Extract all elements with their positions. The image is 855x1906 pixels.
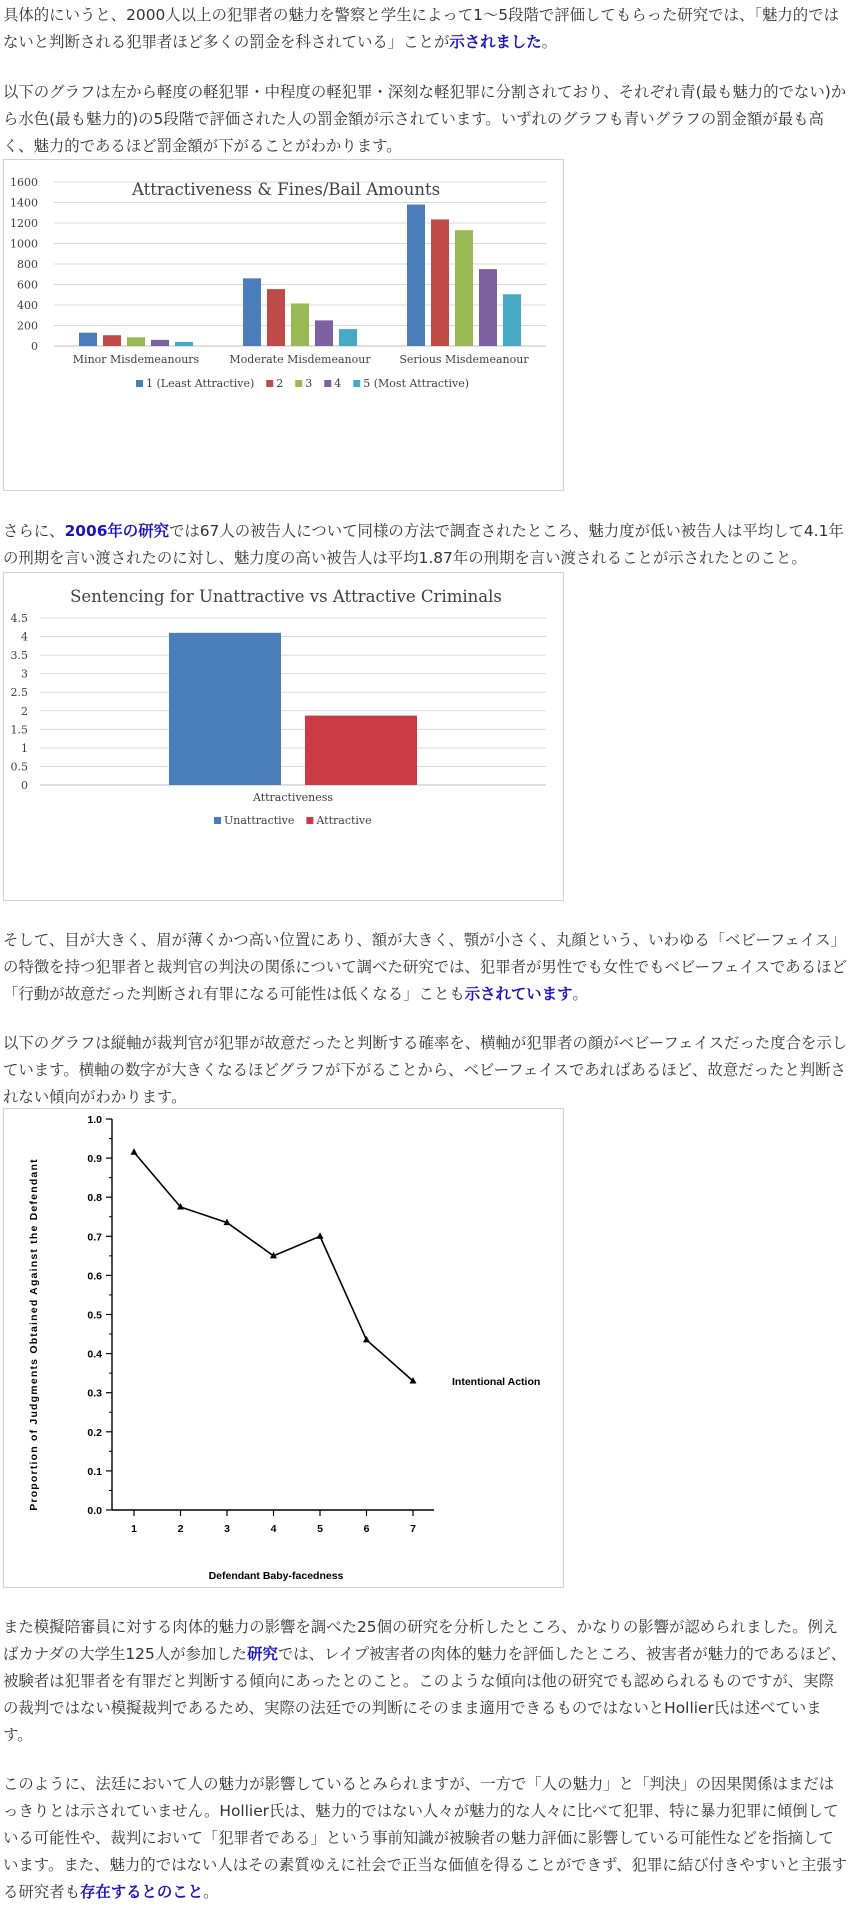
- x-axis-label: Defendant Baby-facedness: [208, 1570, 344, 1582]
- x-tick-label: 7: [410, 1523, 416, 1535]
- bar-2-2: [267, 289, 285, 346]
- data-point: [317, 1232, 324, 1239]
- bar-3-5: [503, 294, 521, 346]
- data-point: [363, 1336, 370, 1343]
- paragraph-6: [3, 1614, 848, 1749]
- paragraph-4-text-end: 。: [572, 985, 588, 1003]
- legend-swatch: [353, 380, 360, 387]
- y-tick-label: 0: [31, 340, 38, 353]
- y-tick-label: 1: [21, 741, 28, 755]
- bar-1-3: [127, 337, 145, 346]
- y-tick-label: 0.5: [10, 760, 28, 774]
- paragraph-1: [3, 2, 848, 56]
- y-tick-label: 600: [17, 278, 38, 292]
- x-tick-label: 1: [131, 1523, 137, 1535]
- x-tick-label: 4: [270, 1523, 277, 1535]
- y-tick-label: 2: [21, 704, 28, 718]
- bar-3-2: [431, 219, 449, 346]
- figure-fines-chart: [3, 159, 564, 491]
- chart-title: Sentencing for Unattractive vs Attractive Criminals: [70, 587, 502, 606]
- link-exists[interactable]: 存在するとのこと: [79, 1883, 204, 1901]
- legend-label: Attractive: [316, 814, 372, 827]
- y-tick-label: 2.5: [10, 686, 28, 700]
- y-tick-label: 0.6: [87, 1270, 102, 1283]
- paragraph-5: [3, 1030, 848, 1111]
- legend-label: 4: [334, 377, 342, 390]
- x-tick-label: 2: [177, 1523, 184, 1535]
- link-shown[interactable]: 示されました: [449, 33, 542, 51]
- legend-label: 5 (Most Attractive): [363, 377, 470, 390]
- paragraph-4: [3, 927, 848, 1008]
- legend-swatch: [266, 380, 273, 387]
- data-point: [131, 1148, 138, 1155]
- y-tick-label: 0.0: [87, 1505, 102, 1517]
- x-tick-label: 3: [224, 1523, 230, 1535]
- bar-2-3: [291, 303, 309, 346]
- legend-swatch: [324, 380, 331, 387]
- paragraph-6-text: また模擬陪審員に対する肉体的魅力の影響を調べた25個の研究を分析したところ、かなりの影響が認められました。例えばカナダの大学生125人が参加した: [3, 1618, 839, 1663]
- legend-label: Unattractive: [224, 814, 295, 827]
- y-tick-label: 0: [21, 779, 28, 792]
- paragraph-6-text-end: では、レイプ被害者の肉体的魅力を評価したところ、被害者が魅力的であるほど、被験者は犯罪者を有罪だと判断する傾向にあったとのこと。このような傾向は他の研究でも認められるものですが、実際の裁判ではない模擬裁判であるため、実際の法廷での判断にそのまま適用できるものではないとHollier氏は述べています。: [3, 1645, 847, 1744]
- y-tick-label: 3.5: [10, 649, 28, 663]
- paragraph-2: [3, 79, 848, 160]
- y-tick-label: 1600: [10, 176, 38, 189]
- y-tick-label: 3: [21, 667, 28, 681]
- legend-label: 3: [305, 377, 313, 390]
- bar-2-4: [315, 320, 333, 346]
- paragraph-2-text: 以下のグラフは左から軽度の軽犯罪・中程度の軽犯罪・深刻な軽犯罪に分割されており、それぞれ青(最も魅力的でない)から水色(最も魅力的)の5段階で評価された人の罰金額が示されています。いずれのグラフも青いグラフの罰金額が最も高く、魅力的であるほど罰金額が下がることがわかります。: [3, 83, 847, 155]
- x-category-label: Moderate Misdemeanour: [229, 353, 371, 366]
- babyface-line-chart: [4, 1109, 565, 1589]
- bar-1-1: [79, 333, 97, 346]
- link-2006-study[interactable]: 2006年の研究: [64, 522, 169, 540]
- y-tick-label: 1200: [10, 217, 38, 230]
- link-shown-2[interactable]: 示されています: [464, 985, 573, 1003]
- bar-2-5: [339, 329, 357, 346]
- paragraph-1-text-end: 。: [541, 33, 558, 51]
- bar-1-1: [169, 633, 281, 785]
- y-tick-label: 400: [17, 299, 38, 312]
- series-line: [134, 1152, 413, 1381]
- chart-title: Attractiveness & Fines/Bail Amounts: [131, 180, 441, 199]
- legend-swatch: [295, 380, 302, 387]
- y-tick-label: 0.4: [87, 1348, 102, 1361]
- y-tick-label: 200: [17, 319, 38, 333]
- sentencing-bar-chart: [4, 573, 565, 902]
- y-tick-label: 800: [17, 258, 38, 271]
- legend-label: 1 (Least Attractive): [146, 377, 255, 390]
- legend-swatch: [306, 817, 313, 824]
- bar-1-5: [175, 342, 193, 346]
- paragraph-3-text: さらに、: [3, 522, 65, 540]
- y-tick-label: 1400: [10, 196, 38, 210]
- paragraph-5-text: 以下のグラフは縦軸が裁判官が犯罪が故意だったと判断する確率を、横軸が犯罪者の顔がベビーフェイスだった度合を示しています。横軸の数字が大きくなるほどグラフが下がることから、ベビーフェイスであればあるほど、故意だったと判断されない傾向がわかります。: [3, 1034, 848, 1106]
- y-axis-label: Proportion of Judgments Obtained Against the Defendant: [28, 1158, 40, 1511]
- x-category-label: Minor Misdemeanours: [72, 353, 200, 366]
- y-tick-label: 4: [21, 630, 28, 644]
- x-category-label: Attractiveness: [252, 791, 334, 804]
- bar-1-4: [151, 340, 169, 346]
- y-tick-label: 1000: [10, 237, 38, 251]
- bar-2-1: [243, 278, 261, 346]
- paragraph-7: [3, 1771, 848, 1906]
- legend-swatch: [214, 817, 221, 824]
- fines-bar-chart: [4, 160, 565, 492]
- y-tick-label: 0.5: [87, 1309, 102, 1322]
- bar-1-2: [305, 716, 417, 785]
- link-study[interactable]: 研究: [247, 1645, 278, 1663]
- x-category-label: Serious Misdemeanour: [399, 353, 529, 366]
- legend-swatch: [136, 380, 143, 387]
- figure-babyface-chart: [3, 1108, 564, 1588]
- paragraph-1-text: 具体的にいうと、2000人以上の犯罪者の魅力を警察と学生によって1〜5段階で評価してもらった研究では、「魅力的ではないと判断される犯罪者ほど多くの罰金を科されている」ことが: [3, 6, 839, 51]
- bar-3-3: [455, 230, 473, 346]
- y-tick-label: 1.0: [87, 1114, 102, 1126]
- legend-label: 2: [276, 377, 284, 390]
- figure-sentencing-chart: [3, 572, 564, 901]
- y-tick-label: 0.9: [87, 1153, 102, 1166]
- paragraph-7-text-end: 。: [203, 1883, 219, 1901]
- y-tick-label: 1.5: [10, 723, 28, 737]
- bar-3-4: [479, 269, 497, 346]
- bar-3-1: [407, 205, 425, 346]
- y-tick-label: 0.1: [87, 1465, 102, 1478]
- x-tick-label: 6: [363, 1523, 370, 1535]
- x-tick-label: 5: [317, 1523, 323, 1535]
- bar-1-2: [103, 335, 121, 346]
- paragraph-7-text: このように、法廷において人の魅力が影響しているとみられますが、一方で「人の魅力」と「判決」の因果関係はまだはっきりとは示されていません。Hollier氏は、魅力的ではない人々が魅力的な人々に比べて犯罪、特に暴力犯罪に傾倒している可能性や、裁判において「犯罪者である」という事前知識が被験者の魅力評価に影響している可能性などを指摘しています。また、魅力的ではない人はその素質ゆえに社会で正当な価値を得ることができず、犯罪に結び付きやすいと主張する研究者も: [3, 1775, 848, 1901]
- y-tick-label: 0.2: [87, 1426, 102, 1439]
- paragraph-3: [3, 518, 848, 572]
- paragraph-4-text: そして、目が大きく、眉が薄くかつ高い位置にあり、額が大きく、顎が小さく、丸顔という、いわゆる「ベビーフェイス」の特徴を持つ犯罪者と裁判官の判決の関係について調べた研究では、犯罪者が男性でも女性でもベビーフェイスであるほど「行動が故意だった判断され有罪になる可能性は低くなる」ことも: [3, 931, 847, 1003]
- y-tick-label: 4.5: [10, 612, 28, 625]
- series-label: Intentional Action: [452, 1375, 541, 1388]
- y-tick-label: 0.3: [87, 1387, 102, 1400]
- paragraph-3-text-end: では67人の被告人について同様の方法で調査されたところ、魅力度が低い被告人は平均して4.1年の刑期を言い渡されたのに対し、魅力度の高い被告人は平均1.87年の刑期を言い渡されることが示されたとのこと。: [3, 522, 844, 567]
- y-tick-label: 0.8: [87, 1192, 102, 1205]
- y-tick-label: 0.7: [87, 1231, 102, 1244]
